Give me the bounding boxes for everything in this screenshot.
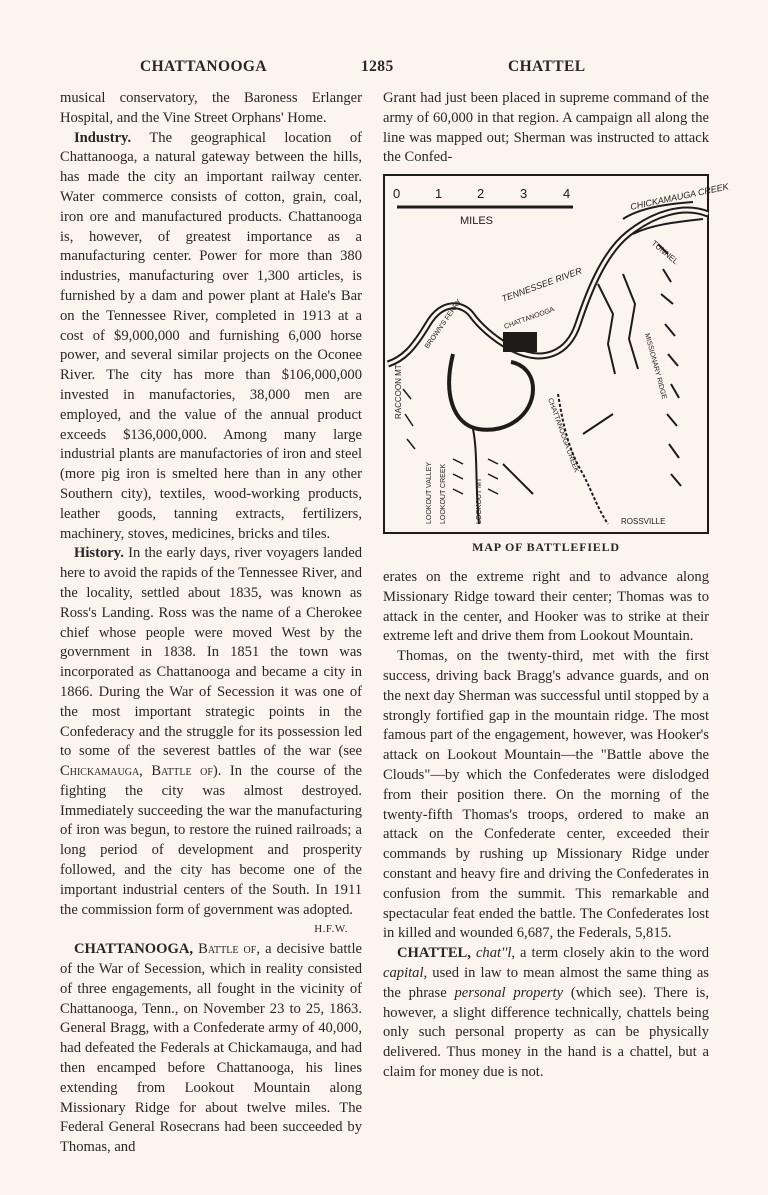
- industry-paragraph: [60, 129, 362, 545]
- grant-paragraph: Grant had just been placed in supreme command of the army of 60,000 in that region. A campaign all along the line was mapped out; Sherman was instructed to attack the Confed-: [383, 90, 709, 166]
- header-right-guide-word: CHATTEL: [508, 58, 586, 75]
- scale-tick-2: 2: [477, 186, 485, 202]
- label-raccoon-mt: RACCOON MT: [394, 364, 403, 420]
- label-lookout-valley: LOOKOUT VALLEY: [426, 462, 433, 525]
- right-column: [383, 89, 730, 1083]
- battlefield-map: [383, 174, 730, 534]
- chattel-text-1: a term closely akin to the word: [520, 945, 709, 962]
- map-scale: [393, 186, 573, 227]
- chattel-pronunciation: chat''l,: [475, 945, 516, 962]
- history-text-1: In the early days, river voyagers landed here to avoid the rapids of the Tennessee River, and the locality, settled about 1835, was known as Ross's Landing. Ross was the name of a Cherokee chief whose people were moved West by the government in 1838. In 1851 the town was incorporated as Chattanooga and became a city in 1866. During the War of Secession it was one of the most important strategic points in the Confederacy and the struggle for its possession led to some of the severest battles of the war (see: [60, 545, 362, 760]
- battle-continued-paragraph: erates on the extreme right and to advance along Missionary Ridge toward their center; Thomas was to attack in the center, and Hooker was to strike at their extreme left and drive them from Lookout Mountain.: [383, 568, 709, 645]
- chattel-text-3: (which see). There is, however, a slight difference technically, chattels being only such personal property as can be physically delivered. Thus money in the hand is a chattel, but a claim for money due is not.: [383, 984, 709, 1080]
- chattel-text-2: used in law to mean almost the same thing as the phrase: [383, 964, 709, 1001]
- label-rossville: ROSSVILLE: [621, 517, 666, 527]
- battle-heading: CHATTANOOGA,: [74, 941, 194, 958]
- history-paragraph: [60, 544, 363, 936]
- chattel-paragraph: [383, 944, 709, 1083]
- industry-text: The geographical location of Chattanooga, a natural gateway between the hills, has made the city an important railway center. Water commerce consists of cotton, grain, coal, iron ore and manufactured products. Chattanooga is, however, of greatest importance as a manufacturing center. Power for more than 380 industries, manufacturing over 1,300 articles, is furnished by a dam and power plant at Hale's Bar on the Tennessee River, completed in 1913 at a cost of $9,000,000 and furnishing 6,000 horse power, and several similar projects on the Oconee River. The city has more than $106,000,000 invested in manufactories, 38,000 men are employed, and the value of the annual product exceeds $136,000,000. Among many large industrial plants are manufactories of iron and steel (more pig iron is smelted here than in any other Southern city), textiles, wood-working products, leather goods, tanning extracts, fertilizers, machinery, stoves, medicines, bricks and tiles.: [60, 129, 362, 542]
- left-column: [60, 89, 362, 1158]
- history-text-2: ). In the course of the fighting the city was almost destroyed. Immediately succeeding the war the manufacturing of iron was begun, to restore the ruined railroads; a long period of development and prosperity followed, and the city has become one of the important industrial centers of the South. In 1911 the commission form of government was adopted.: [60, 763, 363, 918]
- header-left-guide-word: CHATTANOOGA: [140, 58, 267, 75]
- label-lookout-creek: LOOKOUT CREEK: [440, 464, 447, 525]
- label-tunnel: TUNNEL: [649, 238, 681, 267]
- missionary-ridge-hachures: [658, 244, 681, 486]
- author-signature: H.F.W.: [314, 923, 348, 936]
- chattanooga-creek: [558, 394, 608, 524]
- chattanooga-city-block: [503, 332, 537, 352]
- moccasin-bend: [449, 354, 533, 430]
- page-number: 1285: [361, 58, 394, 75]
- map-caption: MAP OF BATTLEFIELD: [472, 540, 620, 555]
- scale-tick-1: 1: [435, 186, 443, 202]
- battle-text: a decisive battle of the War of Secession, which in reality consisted of three engagements, all fought in the vicinity of Chattanooga, Tenn., on November 23 to 25, 1863. General Bragg, with a Confederate army of 40,000, had defeated the Federals at Chickamauga, and had then encamped before Chattanooga, his lines extending from Lookout Mountain along Missionary Ridge for about twelve miles. The Federal General Rosecrans had been succeeded by Thomas, and: [60, 941, 362, 1156]
- label-chattanooga: CHATTANOOGA: [503, 306, 556, 332]
- label-chattanooga-creek: CHATTANOOGA CREEK: [546, 397, 580, 474]
- battle-paragraph: [60, 940, 362, 1158]
- scale-tick-3: 3: [520, 186, 528, 202]
- label-lookout-mt: LOOKOUT MT: [476, 478, 483, 525]
- running-header: [0, 58, 768, 80]
- chattel-italic-personal-property: personal property: [454, 984, 564, 1001]
- label-browns-ferry: BROWN'S FERRY: [423, 298, 464, 351]
- chattel-heading: CHATTEL,: [397, 945, 471, 962]
- label-tennessee-river: TENNESSEE RIVER: [500, 265, 584, 305]
- battle-subheading: Battle of,: [198, 941, 260, 958]
- label-chickamauga-creek: CHICKAMAUGA CREEK: [629, 181, 730, 213]
- industry-heading: Industry.: [74, 129, 132, 146]
- chattel-italic-capital: capital,: [383, 964, 428, 981]
- continued-paragraph: musical conservatory, the Baroness Erlanger Hospital, and the Vine Street Orphans' Home.: [60, 90, 362, 126]
- scale-unit: MILES: [460, 215, 494, 228]
- label-missionary-ridge: MISSIONARY RIDGE: [643, 332, 668, 401]
- history-heading: History.: [74, 545, 124, 562]
- history-cross-reference: Chickamauga, Battle of: [60, 763, 213, 780]
- scale-tick-4: 4: [563, 186, 571, 202]
- battle-result-paragraph: Thomas, on the twenty-third, met with the first success, driving back Bragg's advance guards, and on the next day Sherman was successful until stopped by a strongly fortified gap in the mountain ridge. The most famous part of the engagement, however, was Hooker's attack on Lookout Mountain—the "Battle above the Clouds"—by which the Confederates were dislodged from their position there. On the morning of the twenty-fifth Thomas's troops, ordered to make an attack on the Confederate center, exceeded their commands by rushing up Missionary Ridge under constant and heavy fire and driving the Confederates in confusion from the summit. This remarkable and spectacular feat ended the battle. The Confederates lost in killed and wounded 6,687, the Federals, 5,815.: [383, 648, 709, 942]
- scale-tick-0: 0: [393, 186, 401, 202]
